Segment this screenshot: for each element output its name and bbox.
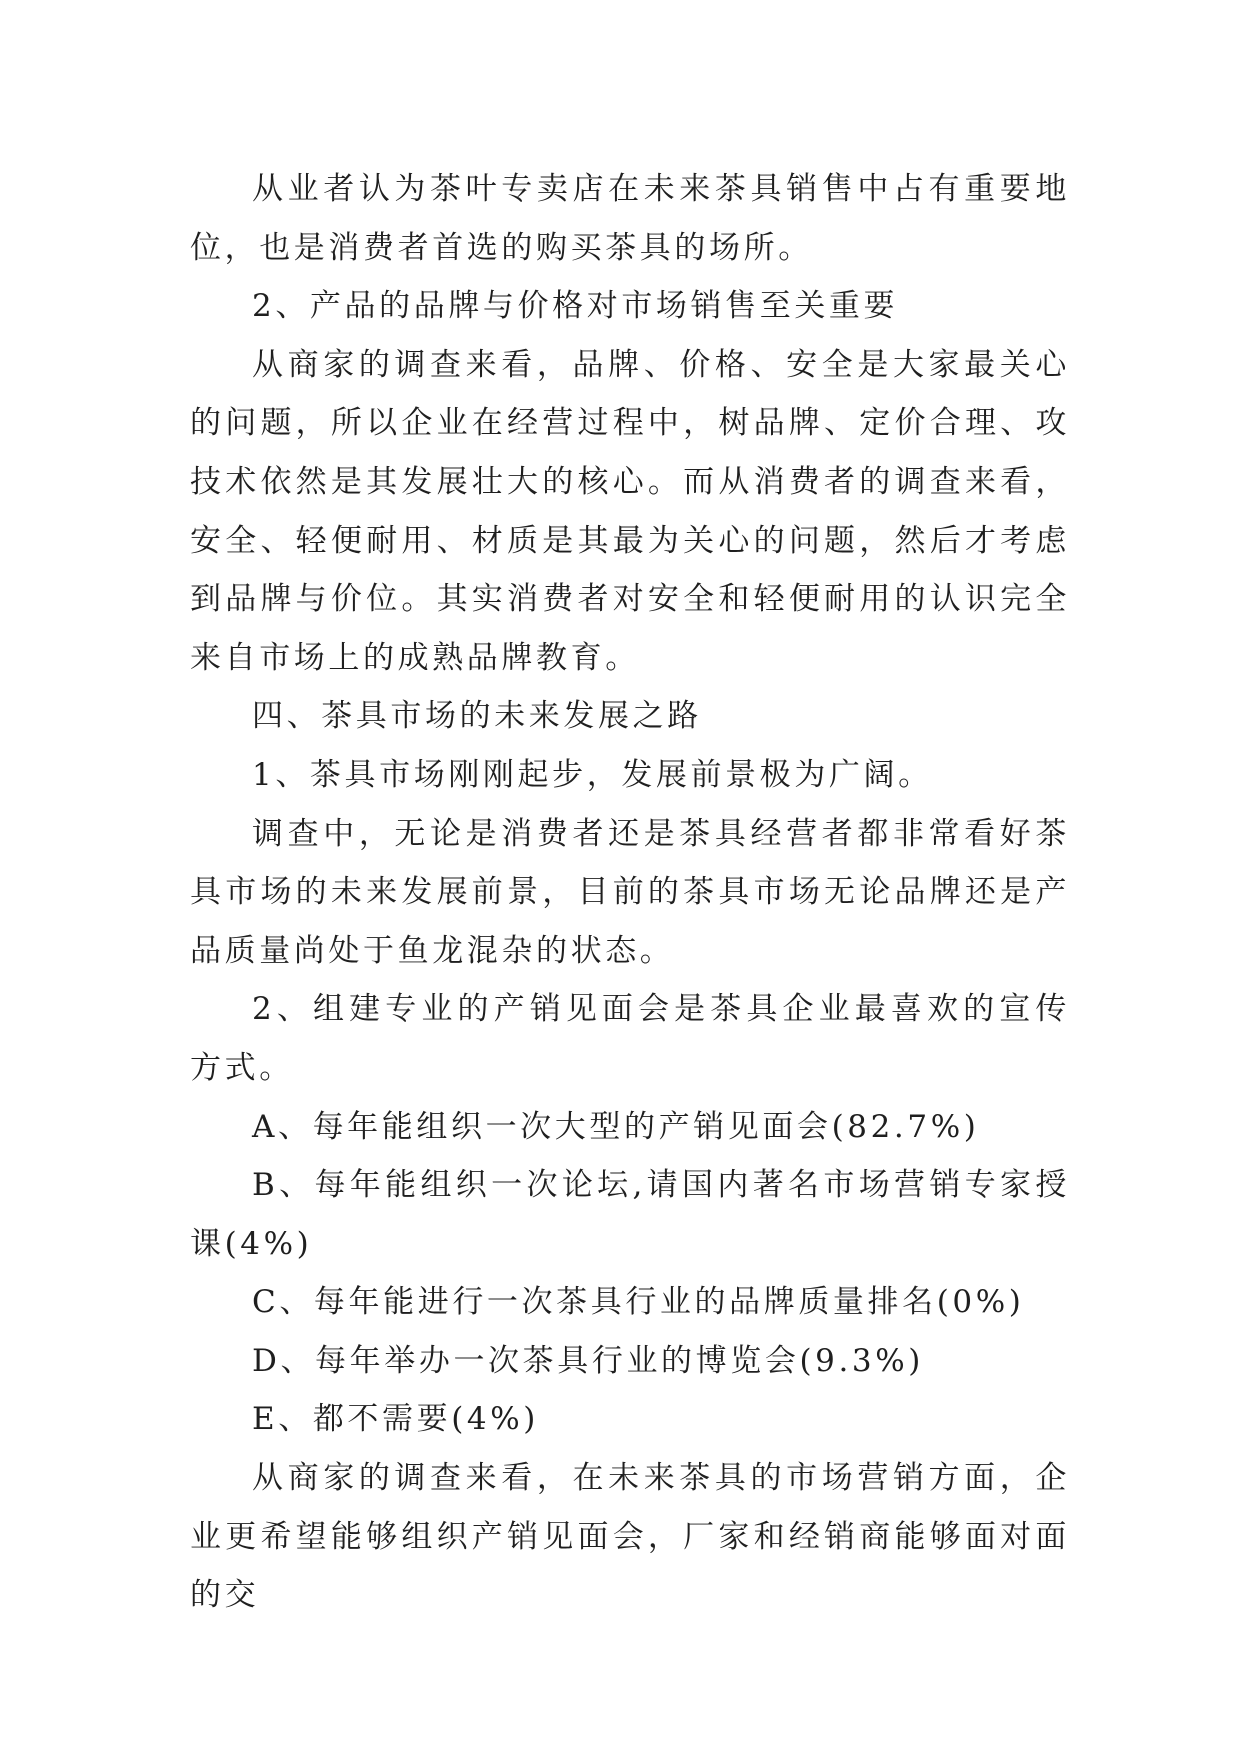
option-a: A、每年能组织一次大型的产销见面会(82.7%) <box>252 1108 980 1145</box>
paragraph-merchant-survey: 从商家的调查来看，品牌、价格、安全是大家最关心的问题，所以企业在经营过程中，树品牌、定价合理、攻技术依然是其发展壮大的核心。而从消费者的调查来看，安全、轻便耐用、材质是其最为关心的问题，然后才考虑到品牌与价位。其实消费者对安全和轻便耐用的认识完全来自市场上的成熟品牌教育。 <box>190 346 1070 676</box>
option-e: E、都不需要(4%) <box>252 1401 539 1438</box>
body-text <box>190 160 1070 1625</box>
option-d: D、每年举办一次茶具行业的博览会(9.3%) <box>252 1342 924 1379</box>
section-heading-future: 四、茶具市场的未来发展之路 <box>252 698 702 735</box>
option-c: C、每年能进行一次茶具行业的品牌质量排名(0%) <box>252 1284 1025 1321</box>
paragraph-survey-outlook: 调查中，无论是消费者还是茶具经营者都非常看好茶具市场的未来发展前景，目前的茶具市场无论品牌还是产品质量尚处于鱼龙混杂的状态。 <box>190 815 1070 969</box>
option-b: B、每年能组织一次论坛,请国内著名市场营销专家授课(4%) <box>190 1167 1070 1262</box>
heading-promotion-method: 2、组建专业的产销见面会是茶具企业最喜欢的宣传方式。 <box>190 991 1070 1086</box>
paragraph-marketing-conclusion: 从商家的调查来看，在未来茶具的市场营销方面，企业更希望能够组织产销见面会，厂家和经销商能够面对面的交 <box>190 1460 1070 1614</box>
heading-market-starting: 1、茶具市场刚刚起步，发展前景极为广阔。 <box>252 756 933 793</box>
heading-brand-price: 2、产品的品牌与价格对市场销售至关重要 <box>252 288 899 325</box>
paragraph-store-importance: 从业者认为茶叶专卖店在未来茶具销售中占有重要地位，也是消费者首选的购买茶具的场所。 <box>190 171 1070 266</box>
